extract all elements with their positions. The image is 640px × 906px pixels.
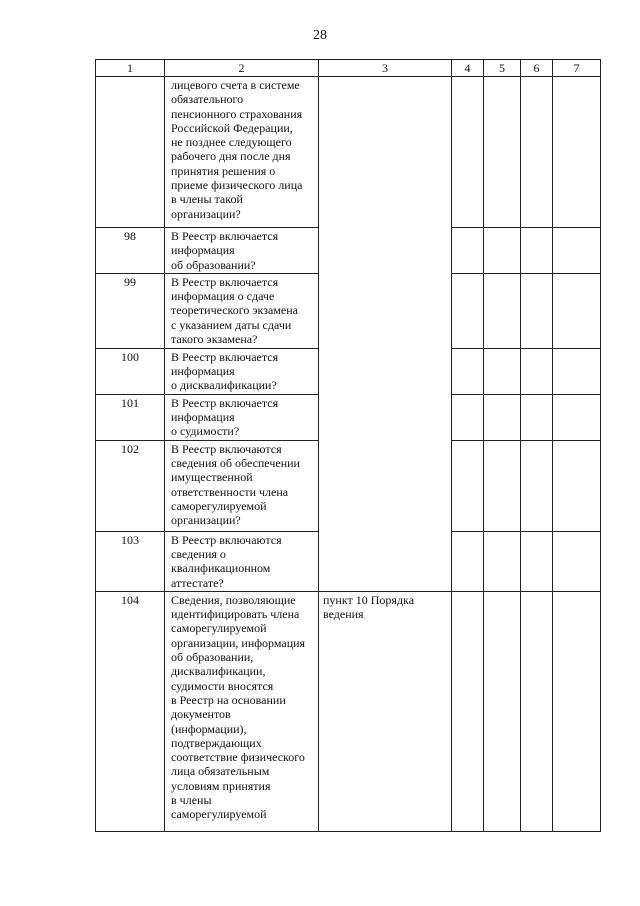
check-cell [553,348,601,394]
question-text: В Реестр включается информация о судимости? [165,394,319,440]
check-cell [521,394,553,440]
check-cell [452,531,484,591]
check-cell [484,440,521,531]
question-text: Сведения, позволяющие идентифицировать члена саморегулируемой организации, информация об образовании, дисквалификации, судимости вносятся в Реестр на основании документов (информации), подтверждающих соответствие физического лица обязательным условиям принятия в члены саморегулируемой [165,591,319,831]
row-number: 98 [96,228,165,274]
check-cell [521,77,553,228]
check-cell [452,77,484,228]
check-cell [484,77,521,228]
check-cell [452,591,484,831]
question-text: лицевого счета в системе обязательного пенсионного страхования Российской Федерации, не позднее следующего рабочего дня после дня принятия решения о приеме физического лица в члены такой организации? [165,77,319,228]
check-cell [553,394,601,440]
row-number: 99 [96,273,165,348]
column-header: 6 [521,60,553,77]
check-cell [484,273,521,348]
check-cell [484,394,521,440]
basis-cell-merged [319,77,452,592]
checklist-table [95,59,601,832]
question-text: В Реестр включается информация об образовании? [165,228,319,274]
row-number: 104 [96,591,165,831]
row-number [96,77,165,228]
check-cell [484,228,521,274]
column-header: 5 [484,60,521,77]
check-cell [553,531,601,591]
check-cell [521,531,553,591]
check-cell [553,228,601,274]
check-cell [484,348,521,394]
check-cell [452,228,484,274]
column-header: 2 [165,60,319,77]
table-row [96,591,601,831]
check-cell [521,228,553,274]
row-number: 101 [96,394,165,440]
table-row [96,77,601,228]
check-cell [553,77,601,228]
check-cell [452,440,484,531]
check-cell [521,273,553,348]
question-text: В Реестр включается информация о сдаче теоретического экзамена с указанием даты сдачи такого экзамена? [165,273,319,348]
check-cell [553,591,601,831]
legal-basis-text: пункт 10 Порядка ведения [319,591,452,831]
check-cell [521,591,553,831]
column-header: 7 [553,60,601,77]
row-number: 103 [96,531,165,591]
check-cell [484,591,521,831]
check-cell [484,531,521,591]
question-text: В Реестр включается информация о дисквалификации? [165,348,319,394]
column-header: 4 [452,60,484,77]
check-cell [452,394,484,440]
page-number: 28 [313,28,327,43]
check-cell [521,440,553,531]
check-cell [452,273,484,348]
table-header-row [96,60,601,77]
check-cell [452,348,484,394]
question-text: В Реестр включаются сведения об обеспечении имущественной ответственности члена саморегулируемой организации? [165,440,319,531]
column-header: 3 [319,60,452,77]
question-text: В Реестр включаются сведения о квалификационном аттестате? [165,531,319,591]
row-number: 100 [96,348,165,394]
column-header: 1 [96,60,165,77]
check-cell [521,348,553,394]
row-number: 102 [96,440,165,531]
check-cell [553,440,601,531]
check-cell [553,273,601,348]
